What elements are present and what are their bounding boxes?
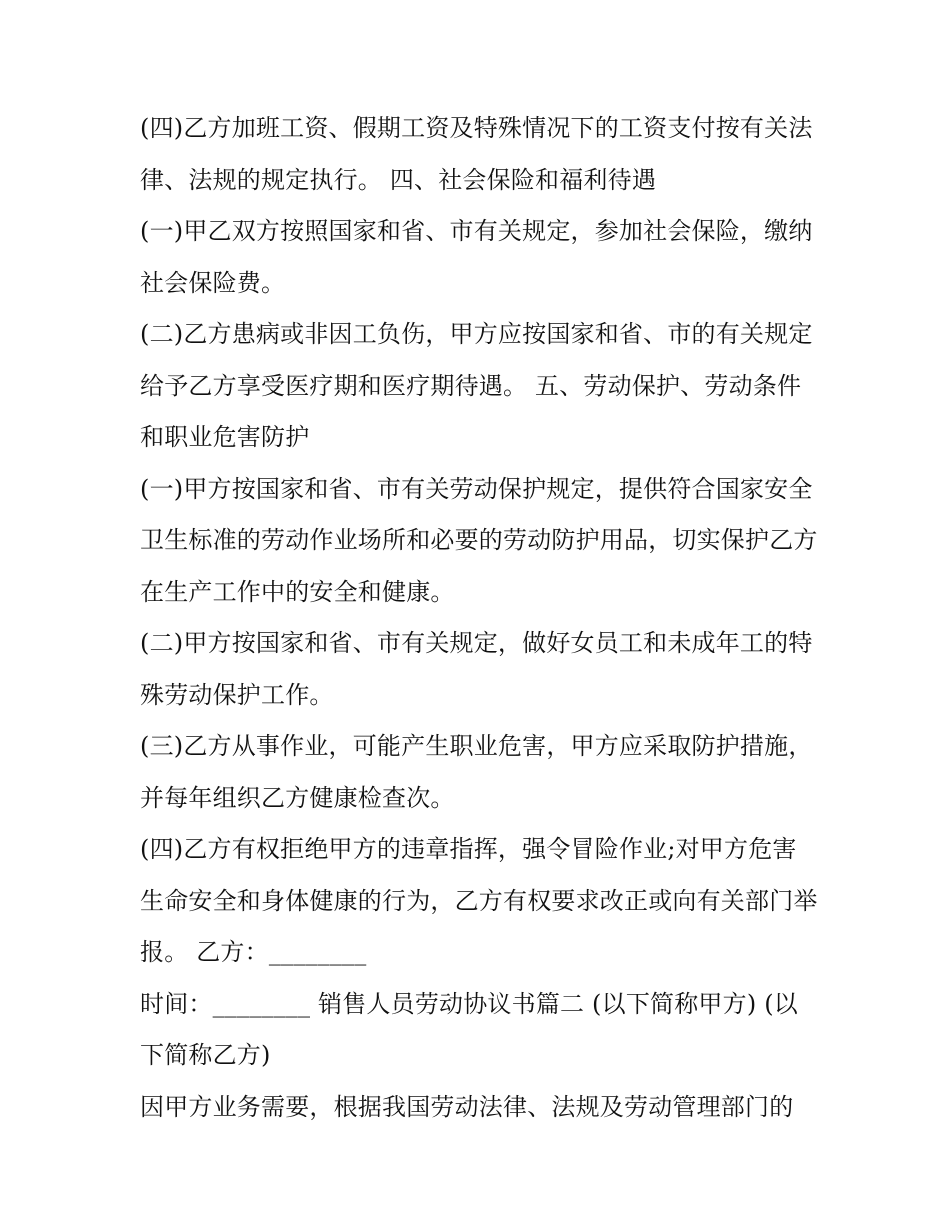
paragraph-date-and-agreement-two: 时间：________ 销售人员劳动协议书篇二 (以下简称甲方) (以下简称乙方): [140, 989, 798, 1069]
paragraph-social-insurance: (一)甲乙双方按照国家和省、市有关规定，参加社会保险，缴纳社会保险费。: [140, 217, 813, 297]
paragraph-overtime-pay-social-insurance-heading: (四)乙方加班工资、假期工资及特殊情况下的工资支付按有关法律、法规的规定执行。 四、社会保险和福利待遇: [140, 114, 813, 194]
paragraph-business-need: 因甲方业务需要，根据我国劳动法律、法规及劳动管理部门的: [140, 1092, 794, 1121]
document-body: [140, 103, 820, 1133]
paragraph-health-check: (三)乙方从事作业，可能产生职业危害，甲方应采取防护措施，并每年组织乙方健康检查次。: [140, 732, 813, 812]
paragraph-right-to-refuse: (四)乙方有权拒绝甲方的违章指挥，强令冒险作业;对甲方危害生命安全和身体健康的行为，乙方有权要求改正或向有关部门举报。 乙方：________: [140, 835, 818, 966]
paragraph-special-protection: (二)甲方按国家和省、市有关规定，做好女员工和未成年工的特殊劳动保护工作。: [140, 629, 813, 709]
paragraph-medical-leave-labor-protection-heading: (二)乙方患病或非因工负伤，甲方应按国家和省、市的有关规定给予乙方享受医疗期和医疗期待遇。 五、劳动保护、劳动条件和职业危害防护: [140, 320, 813, 451]
paragraph-workplace-safety: (一)甲方按国家和省、市有关劳动保护规定，提供符合国家安全卫生标准的劳动作业场所和必要的劳动防护用品，切实保护乙方在生产工作中的安全和健康。: [140, 474, 818, 606]
